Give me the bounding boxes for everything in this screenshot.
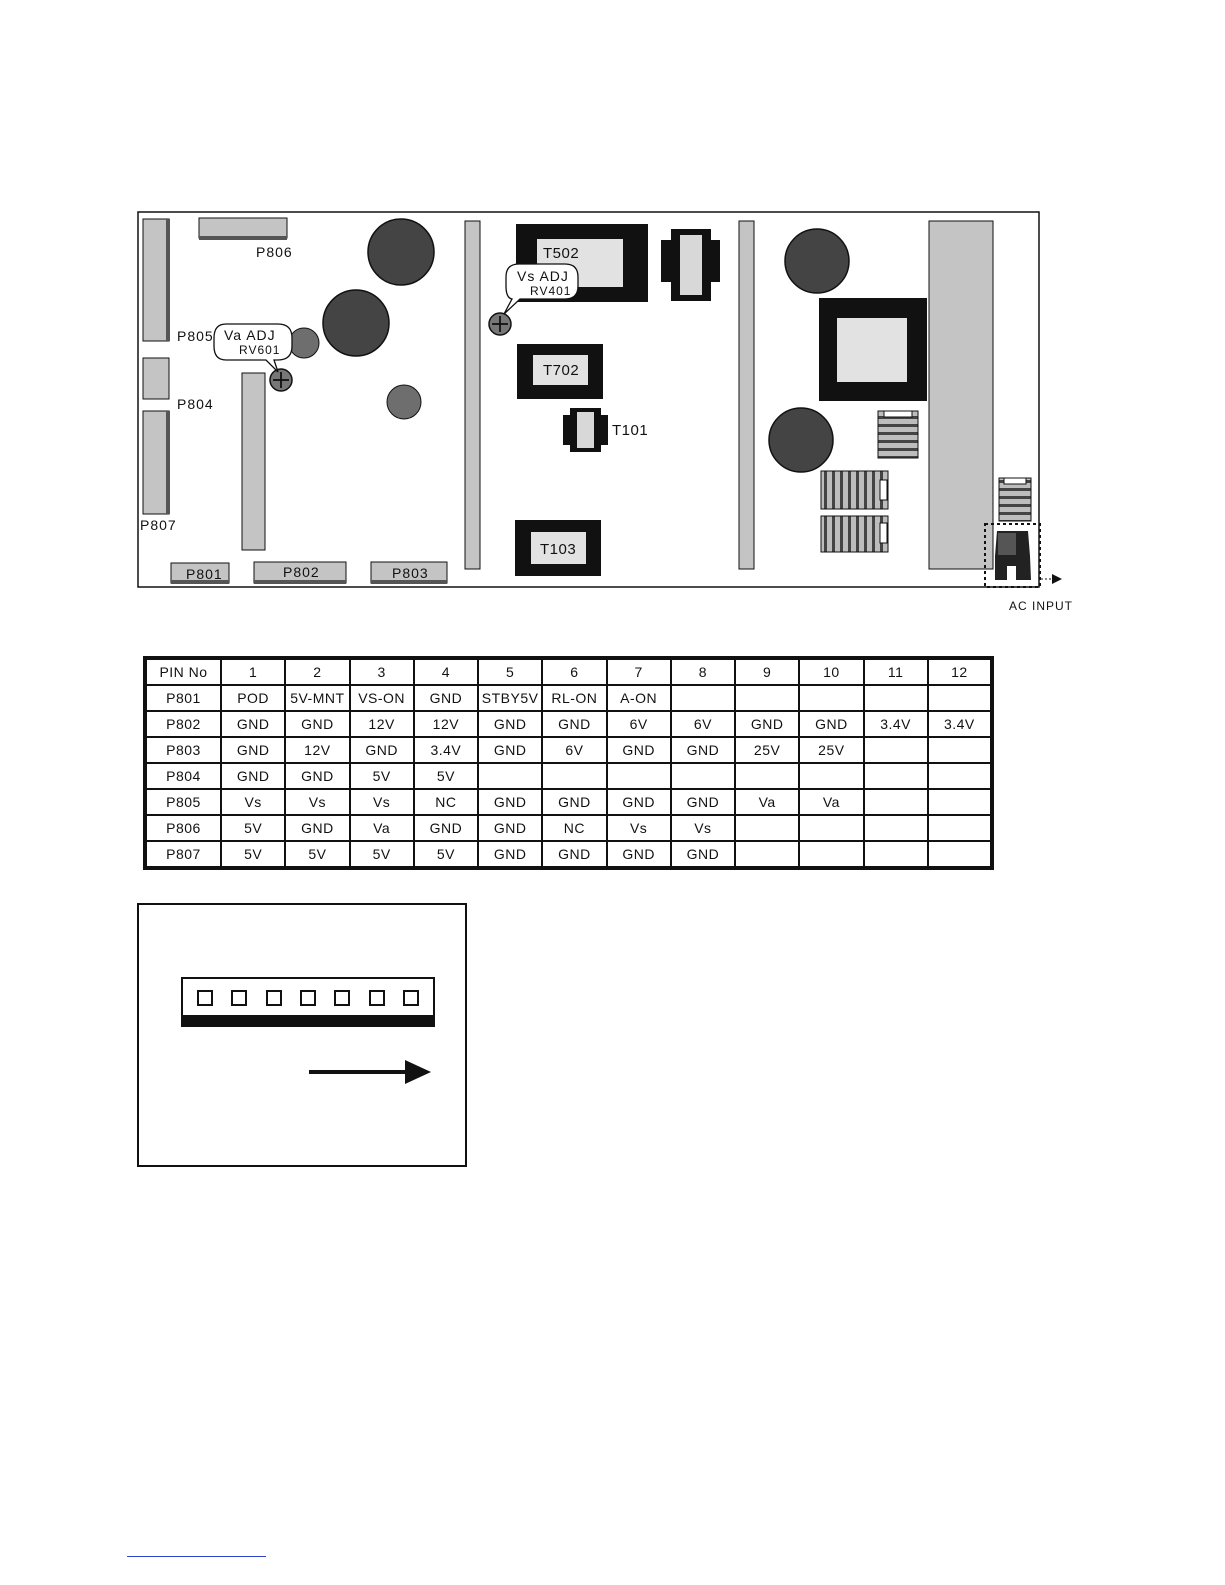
table-header-cell: 2 — [285, 658, 349, 685]
connector-pin — [369, 990, 385, 1006]
table-header-cell: 8 — [671, 658, 735, 685]
table-cell: 12V — [350, 711, 414, 737]
table-cell: GND — [542, 711, 606, 737]
table-cell: A-ON — [607, 685, 671, 711]
label-t702: T702 — [543, 362, 580, 379]
capacitor — [387, 385, 421, 419]
callout-va-adj-part: RV601 — [239, 343, 281, 357]
table-cell: GND — [285, 711, 349, 737]
table-cell: GND — [221, 711, 285, 737]
table-cell — [735, 841, 799, 868]
table-cell: GND — [607, 789, 671, 815]
capacitor — [769, 408, 833, 472]
table-cell — [735, 763, 799, 789]
table-row — [145, 789, 992, 815]
heatsink-left — [465, 221, 480, 569]
table-cell — [928, 815, 992, 841]
table-cell: Vs — [350, 789, 414, 815]
connector-header — [181, 977, 435, 1027]
connector-pin — [300, 990, 316, 1006]
table-cell: 6V — [671, 711, 735, 737]
row-connector-label: P806 — [145, 815, 221, 841]
table-cell: GND — [671, 737, 735, 763]
connector-p804-body — [143, 358, 169, 399]
table-cell: 5V — [350, 841, 414, 868]
table-cell: NC — [542, 815, 606, 841]
table-cell: 25V — [799, 737, 863, 763]
table-cell: Vs — [671, 815, 735, 841]
label-t502: T502 — [543, 245, 580, 262]
capacitor — [368, 219, 434, 285]
table-cell — [928, 737, 992, 763]
pcb-layout-diagram — [0, 0, 1225, 640]
table-cell — [799, 841, 863, 868]
connector-p807-body — [143, 411, 169, 514]
table-cell — [928, 841, 992, 868]
footer-rule — [127, 1556, 266, 1557]
connector-orientation-diagram — [137, 903, 467, 1167]
row-connector-label: P807 — [145, 841, 221, 868]
table-cell: POD — [221, 685, 285, 711]
table-header-cell: 10 — [799, 658, 863, 685]
table-header-cell: 6 — [542, 658, 606, 685]
callout-va-adj-title: Va ADJ — [224, 327, 276, 343]
table-cell: 3.4V — [928, 711, 992, 737]
table-cell: GND — [671, 789, 735, 815]
table-cell: GND — [478, 737, 542, 763]
table-cell: RL-ON — [542, 685, 606, 711]
label-p802: P802 — [283, 564, 320, 580]
table-cell: 5V — [221, 815, 285, 841]
label-p806: P806 — [256, 244, 293, 260]
connector-p805-body — [143, 219, 169, 341]
connector-vertical-strip — [242, 373, 265, 550]
table-cell: Vs — [285, 789, 349, 815]
label-p803: P803 — [392, 565, 429, 581]
connector-pin — [266, 990, 282, 1006]
table-cell: GND — [285, 763, 349, 789]
capacitor — [289, 328, 319, 358]
table-cell — [735, 685, 799, 711]
table-row — [145, 737, 992, 763]
table-cell: Vs — [607, 815, 671, 841]
table-cell — [864, 685, 928, 711]
row-connector-label: P804 — [145, 763, 221, 789]
table-cell: GND — [414, 685, 478, 711]
inductor — [821, 471, 888, 509]
table-cell — [735, 815, 799, 841]
table-row — [145, 763, 992, 789]
table-cell — [864, 789, 928, 815]
table-cell: 5V — [285, 841, 349, 868]
label-t101: T101 — [612, 422, 649, 439]
table-header-row — [145, 658, 992, 685]
table-header-cell: 4 — [414, 658, 478, 685]
heatsink-right — [929, 221, 993, 569]
table-cell: 6V — [607, 711, 671, 737]
table-cell: GND — [350, 737, 414, 763]
table-cell — [671, 685, 735, 711]
connector-pin — [334, 990, 350, 1006]
table-cell — [799, 685, 863, 711]
table-cell: 12V — [414, 711, 478, 737]
table-cell — [928, 685, 992, 711]
table-cell: GND — [607, 737, 671, 763]
row-connector-label: P801 — [145, 685, 221, 711]
table-cell: GND — [478, 815, 542, 841]
table-cell: Va — [735, 789, 799, 815]
connector-pin — [197, 990, 213, 1006]
table-cell: 12V — [285, 737, 349, 763]
table-cell: 5V — [350, 763, 414, 789]
table-cell — [928, 789, 992, 815]
table-cell: GND — [221, 763, 285, 789]
table-row — [145, 815, 992, 841]
choke — [878, 411, 918, 458]
arrow-right-icon — [309, 1057, 433, 1087]
connector-p806-body — [199, 218, 287, 238]
table-header-cell: 9 — [735, 658, 799, 685]
arrow-right-icon — [1052, 574, 1062, 584]
table-row — [145, 841, 992, 868]
table-cell: 3.4V — [864, 711, 928, 737]
table-cell: 3.4V — [414, 737, 478, 763]
table-header-cell: 1 — [221, 658, 285, 685]
label-p801: P801 — [186, 566, 223, 582]
label-p804: P804 — [177, 396, 214, 412]
table-cell — [607, 763, 671, 789]
table-cell: GND — [478, 789, 542, 815]
potentiometer-rv601 — [270, 369, 292, 391]
table-cell — [799, 763, 863, 789]
table-cell: Vs — [221, 789, 285, 815]
table-cell: 5V — [221, 841, 285, 868]
label-p805: P805 — [177, 328, 214, 344]
label-p807: P807 — [140, 517, 177, 533]
inductor — [821, 516, 888, 552]
table-cell: 5V — [414, 763, 478, 789]
table-cell: GND — [542, 841, 606, 868]
table-cell: GND — [607, 841, 671, 868]
row-connector-label: P805 — [145, 789, 221, 815]
table-cell: STBY5V — [478, 685, 542, 711]
row-connector-label: P802 — [145, 711, 221, 737]
table-cell: GND — [478, 841, 542, 868]
callout-vs-adj-title: Vs ADJ — [517, 268, 569, 284]
table-cell — [864, 815, 928, 841]
table-header-cell: 7 — [607, 658, 671, 685]
table-cell: GND — [285, 815, 349, 841]
table-cell — [864, 737, 928, 763]
table-row — [145, 685, 992, 711]
table-cell — [671, 763, 735, 789]
table-row — [145, 711, 992, 737]
pin-assignment-table — [143, 656, 994, 870]
table-cell: NC — [414, 789, 478, 815]
potentiometer-rv401 — [489, 313, 511, 335]
table-header-cell: 5 — [478, 658, 542, 685]
table-cell — [928, 763, 992, 789]
table-cell — [478, 763, 542, 789]
capacitor — [323, 290, 389, 356]
table-cell — [864, 841, 928, 868]
label-t103: T103 — [540, 541, 577, 558]
table-cell — [864, 763, 928, 789]
table-cell: GND — [671, 841, 735, 868]
table-header-cell: 3 — [350, 658, 414, 685]
table-cell: VS-ON — [350, 685, 414, 711]
table-cell: 5V — [414, 841, 478, 868]
table-header-cell: 12 — [928, 658, 992, 685]
table-header-cell: 11 — [864, 658, 928, 685]
table-cell — [799, 815, 863, 841]
table-cell: 6V — [542, 737, 606, 763]
table-corner-cell: PIN No — [145, 658, 221, 685]
table-cell: GND — [221, 737, 285, 763]
table-cell: GND — [735, 711, 799, 737]
table-cell: Va — [799, 789, 863, 815]
connector-pin — [231, 990, 247, 1006]
table-cell: 5V-MNT — [285, 685, 349, 711]
capacitor — [785, 229, 849, 293]
table-cell: GND — [414, 815, 478, 841]
table-cell: GND — [799, 711, 863, 737]
table-cell: Va — [350, 815, 414, 841]
connector-pin — [403, 990, 419, 1006]
callout-vs-adj-part: RV401 — [530, 284, 572, 298]
table-cell: GND — [478, 711, 542, 737]
heatsink-middle — [739, 221, 754, 569]
table-cell: 25V — [735, 737, 799, 763]
ac-input-label: AC INPUT — [1009, 599, 1074, 613]
table-cell — [542, 763, 606, 789]
row-connector-label: P803 — [145, 737, 221, 763]
table-cell: GND — [542, 789, 606, 815]
